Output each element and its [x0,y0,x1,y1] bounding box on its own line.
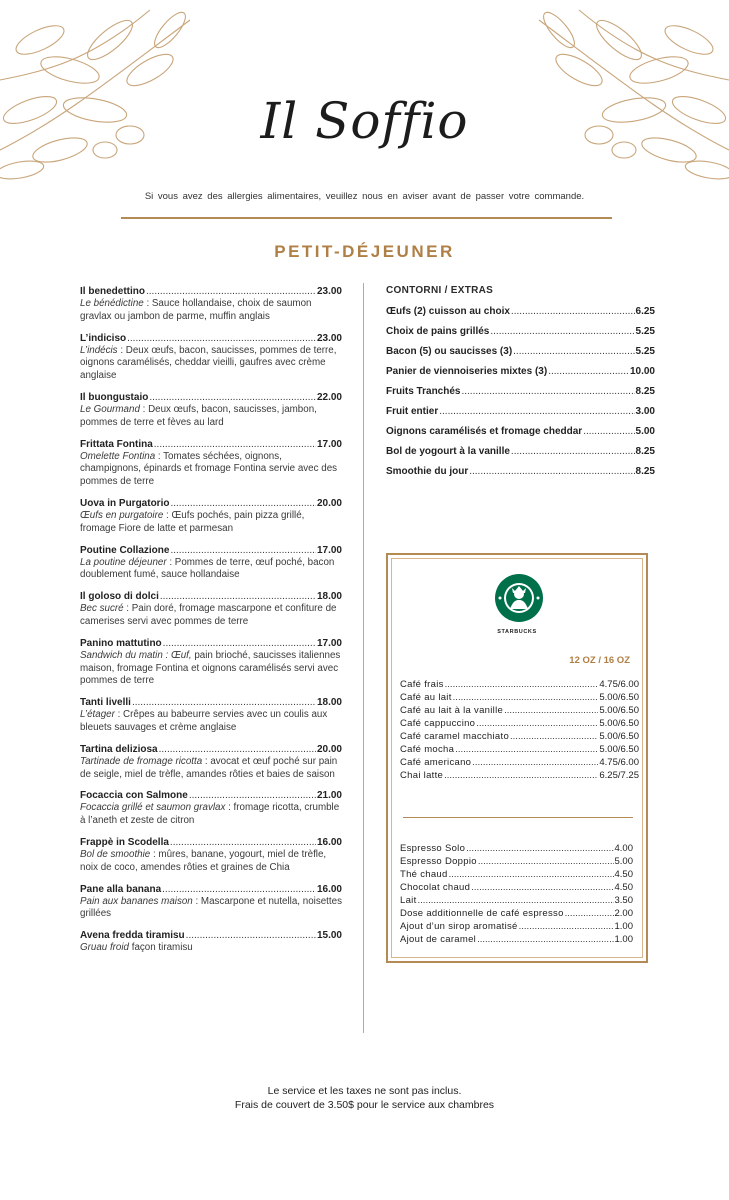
item-description: Bol de smoothie : mûres, banane, yogourt, miel de trèfle, noix de coco, amendes rôties et graines de Chia [80,848,327,873]
menu-item [80,591,342,629]
menu-item [80,930,342,955]
item-description: Le bénédictine : Sauce hollandaise, choix de saumon gravlax ou jambon de parme, muffin anglais [80,298,312,322]
restaurant-logo: Il Soffio [260,92,469,150]
item-description: Gruau froid façon tiramisu [80,942,193,954]
item-name: Frappè in Scodella [80,836,169,848]
coffee-item: Chai latte ..... 6.25/7.25 [400,770,639,781]
footer-note [0,1084,729,1112]
item-name: Focaccia con Salmone [80,790,188,802]
menu-item [80,392,342,430]
item-price: 23.00 [316,332,342,344]
footer-line: Frais de couvert de 3.50$ pour le service aux chambres [234,1099,495,1111]
item-name: Frittata Fontina [80,438,153,450]
espresso-item: Thé chaud ..... 4.50 [400,869,633,880]
item-price: 21.00 [316,790,342,802]
menu-item [80,545,342,583]
item-name: Pane alla banana [80,883,162,895]
extras-list [386,285,655,486]
extra-item: Fruit entier ..... 3.00 [386,406,655,417]
item-name: Il buongustaio [80,391,149,403]
menu-item [80,333,342,383]
menu-item [80,638,342,688]
extras-title: CONTORNI / EXTRAS [386,285,494,296]
item-name: Tanti livelli [80,697,131,709]
espresso-item: Espresso Doppio ..... 5.00 [400,856,633,867]
item-description: Sandwich du matin : Œuf, pain brioché, saucisses italiennes maison, fromage Fontina et oignons caramélisés servi avec pommes de terre [80,649,341,687]
item-price: 20.00 [316,497,342,509]
espresso-item: Lait ..... 3.50 [400,895,633,906]
menu-item [80,286,342,324]
item-description: La poutine déjeuner : Pommes de terre, œuf poché, bacon doublement fumé, sauce hollandaise [80,556,335,581]
menu-item [80,697,342,735]
menu-item [80,744,342,782]
item-description: Tartinade de fromage ricotta : avocat et œuf poché sur pain de seigle, miel de trèfle, amandes rôties et baies de saison [80,755,338,780]
item-name: Panino mattutino [80,637,162,649]
column-divider [363,283,364,1033]
item-description: Omelette Fontina : Tomates séchées, oignons, champignons, épinards et fromage Fontina servie avec des pommes de terre [80,450,338,488]
item-name: Poutine Collazione [80,544,170,556]
extra-item: Fruits Tranchés ..... 8.25 [386,386,655,397]
menu-item [80,790,342,828]
extra-item: Œufs (2) cuisson au choix ..... 6.25 [386,306,655,317]
coffee-item: Café au lait à la vanille ..... 5.00/6.50 [400,705,639,716]
item-name: Tartina deliziosa [80,743,158,755]
espresso-item: Chocolat chaud ..... 4.50 [400,882,633,893]
item-description: Le Gourmand : Deux œufs, bacon, saucisses, jambon, pommes de terre et fèves au lard [80,403,317,428]
divider [403,817,633,818]
item-name: L’indiciso [80,332,127,344]
item-description: Œufs en purgatoire : Œufs pochés, pain pizza grillé, fromage Fiore de latte et parmesan [80,509,305,534]
coffee-item: Café caramel macchiato ..... 5.00/6.50 [400,731,639,742]
item-description: L’indécis : Deux œufs, bacon, saucisses, pommes de terre, oignons caramélisés, cheddar vieilli, gaufres avec crème anglaise [80,344,337,382]
coffee-menu-box [386,553,648,963]
espresso-item: Dose additionnelle de café espresso ..... 2.00 [400,908,633,919]
item-description: Focaccia grillé et saumon gravlax : fromage ricotta, crumble à l’aneth et zeste de citron [80,802,340,827]
item-price: 17.00 [316,544,342,556]
item-price: 20.00 [316,743,342,755]
item-price: 18.00 [316,697,342,709]
item-name: Avena fredda tiramisu [80,930,185,942]
extra-item: Choix de pains grillés ..... 5.25 [386,326,655,337]
menu-item [80,498,342,536]
coffee-item: Café mocha ..... 5.00/6.50 [400,744,639,755]
footer-line: Le service et les taxes ne sont pas inclus. [267,1085,462,1097]
item-price: 18.00 [316,591,342,603]
item-price: 22.00 [316,391,342,403]
divider [121,217,612,219]
item-price: 23.00 [316,286,342,297]
coffee-list [400,679,639,783]
item-price: 17.00 [316,438,342,450]
extra-item: Oignons caramélisés et fromage cheddar ..... 5.00 [386,426,655,437]
starbucks-logo-icon [494,573,544,623]
item-name: Il benedettino [80,286,145,297]
coffee-item: Café cappuccino ..... 5.00/6.50 [400,718,639,729]
menu-item [80,884,342,922]
item-name: Uova in Purgatorio [80,497,170,509]
breakfast-menu [80,286,342,964]
item-price: 16.00 [316,883,342,895]
espresso-item: Espresso Solo ..... 4.00 [400,843,633,854]
extra-item: Panier de viennoiseries mixtes (3) ..... 10.00 [386,366,655,377]
menu-item [80,439,342,489]
item-description: L’étager : Crêpes au babeurre servies avec un coulis aux bleuets sauvages et crème anglaise [80,709,328,733]
coffee-item: Café frais ..... 4.75/6.00 [400,679,639,690]
extra-item: Bacon (5) ou saucisses (3) ..... 5.25 [386,346,655,357]
section-title: PETIT-DÉJEUNER [274,242,455,261]
coffee-item: Café au lait ..... 5.00/6.50 [400,692,639,703]
menu-item [80,837,342,875]
item-description: Bec sucré : Pain doré, fromage mascarpone et confiture de camerises servi avec pommes de terre [80,603,337,627]
espresso-item: Ajout de caramel ..... 1.00 [400,934,633,945]
allergy-notice: Si vous avez des allergies alimentaires, veuillez nous en aviser avant de passer votre commande. [144,191,585,202]
espresso-item: Ajout d’un sirop aromatisé ..... 1.00 [400,921,633,932]
espresso-list [400,843,633,947]
item-price: 16.00 [316,836,342,848]
item-price: 17.00 [316,637,342,649]
item-name: Il goloso di dolci [80,591,159,603]
coffee-item: Café americano ..... 4.75/6.00 [400,757,639,768]
extra-item: Bol de yogourt à la vanille ..... 8.25 [386,446,655,457]
starbucks-label: STARBUCKS [497,629,537,635]
item-description: Pain aux bananes maison : Mascarpone et nutella, noisettes grillées [80,895,342,920]
item-price: 15.00 [316,930,342,942]
extra-item: Smoothie du jour ..... 8.25 [386,466,655,477]
size-label: 12 OZ / 16 OZ [569,655,630,666]
